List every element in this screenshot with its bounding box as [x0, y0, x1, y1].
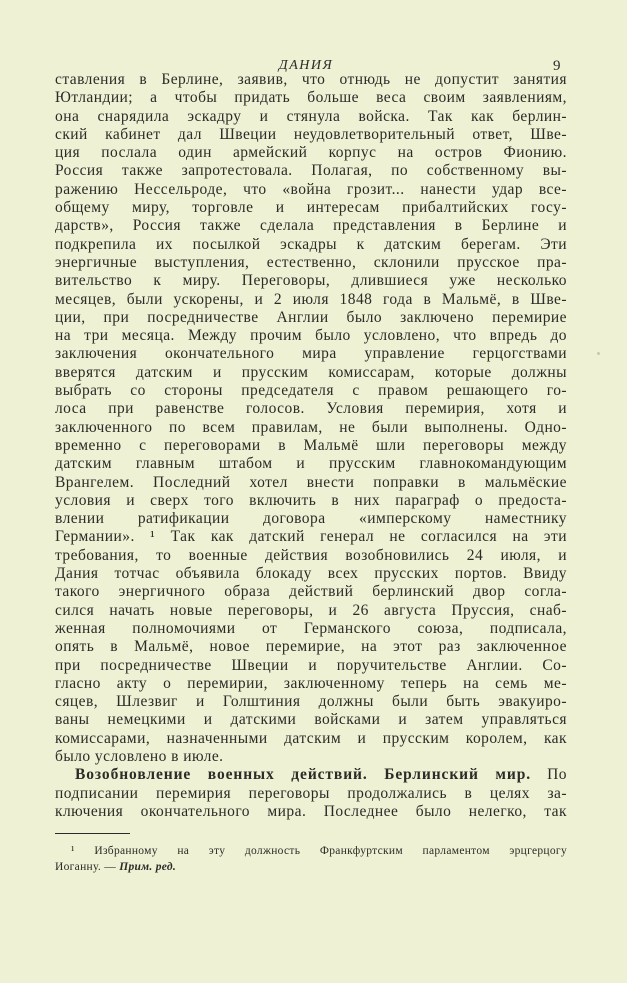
running-head-title: ДАНИЯ — [278, 58, 334, 73]
text-line: подписании перемирия переговоры продолжались в целях за- — [55, 784, 567, 802]
text-line: временно с переговорами в Мальмё шли переговоры между — [55, 436, 567, 454]
text-line: ставления в Берлине, заявив, что отнюдь не допустит занятия — [55, 71, 567, 88]
text-line: подкрепила их посылкой эскадры к датским берегам. Эти — [55, 235, 567, 253]
text-line: опять в Мальмё, новое перемирие, на этот раз заключенное — [55, 638, 567, 656]
body-text — [55, 71, 567, 821]
text-line: ции, при посредничестве Англии было заключено перемирие — [55, 308, 567, 326]
editor-note: Прим. ред. — [119, 861, 177, 873]
text-fragment: По — [547, 766, 567, 784]
text-line: влении ратификации договора «имперскому наместнику — [55, 510, 567, 528]
text-line: дарств», Россия также сделала представления в Берлине и — [55, 217, 567, 235]
footnote-separator — [55, 833, 130, 834]
text-line: сяцев, Шлезвиг и Голштиния должны были быть эвакуиро- — [55, 693, 567, 711]
text-line: она снарядила эскадру и стянула войска. Так как берлин- — [55, 107, 567, 125]
scan-speck — [597, 352, 600, 355]
text-line: Германии». ¹ Так как датский генерал не согласился на эти — [55, 528, 567, 546]
text-line: датским главным штабом и прусским главнокомандующим — [55, 455, 567, 473]
text-line: общему миру, торговле и интересам прибалтийских госу- — [55, 199, 567, 217]
text-line: Дания тотчас объявила блокаду всех прусских портов. Ввиду — [55, 565, 567, 583]
text-line: энергичные выступления, естественно, склонили прусское пра- — [55, 253, 567, 271]
text-line: лоса при равенстве голосов. Условия перемирия, хотя и — [55, 400, 567, 418]
text-line: ваны немецкими и датскими войсками и затем управляться — [55, 711, 567, 729]
text-line: заключения окончательного мира управление герцогствами — [55, 345, 567, 363]
text-line: такого энергичного образа действий берлинский двор согла- — [55, 583, 567, 601]
page-number: 9 — [553, 58, 561, 74]
text-line: было условлено в июле. — [55, 747, 224, 765]
text-line: выбрать со стороны председателя с правом решающего го- — [55, 382, 567, 400]
footnote-line — [55, 859, 567, 875]
text-line: сился начать новые переговоры, и 26 августа Пруссия, снаб- — [55, 601, 567, 619]
footnote-text: Иоганну. — — [55, 861, 117, 873]
text-line: месяцев, были ускорены, и 2 июля 1848 года в Мальмё, в Шве- — [55, 290, 567, 308]
text-line: Врангелем. Последний хотел внести поправки в мальмёские — [55, 473, 567, 491]
section-heading-line — [55, 766, 567, 784]
footnote-line: ¹ Избранному на эту должность Франкфуртским парламентом эрцгерцогу — [71, 845, 567, 857]
text-line: комиссарами, назначенными датским и прусским королем, как — [55, 729, 567, 747]
text-line: Россия также запротестовала. Полагая, по собственному вы- — [55, 162, 567, 180]
text-line: гласно акту о перемирии, заключенному теперь на семь ме- — [55, 674, 567, 692]
text-line: заключенного по всем правилам, не были выполнены. Одно- — [55, 418, 567, 436]
text-line: ция послала один армейский корпус на остров Фионию. — [55, 144, 567, 162]
text-line: вительство к миру. Переговоры, длившиеся уже несколько — [55, 272, 567, 290]
text-line: вверятся датским и прусским комиссарам, которые должны — [55, 363, 567, 381]
text-line: условия и сверх того включить в них параграф о предоста- — [55, 491, 567, 509]
footnote — [55, 843, 567, 875]
text-line: при посредничестве Швеции и поручительстве Англии. Со- — [55, 656, 567, 674]
text-line: Ютландии; а чтобы придать больше веса своим заявлениям, — [55, 89, 567, 107]
text-line: женная полномочиями от Германского союза, подписала, — [55, 619, 567, 637]
section-heading: Возобновление военных действий. Берлинский мир. — [75, 766, 531, 784]
text-line: ключения окончательного мира. Последнее было нелегко, так — [55, 802, 567, 820]
text-line: ражению Нессельроде, что «война грозит... нанести удар все- — [55, 180, 567, 198]
text-line: требования, то военные действия возобновились 24 июля, и — [55, 546, 567, 564]
text-line: на три месяца. Между прочим было условлено, что впредь до — [55, 327, 567, 345]
text-line: ский кабинет дал Швеции неудовлетворительный ответ, Шве- — [55, 125, 567, 143]
